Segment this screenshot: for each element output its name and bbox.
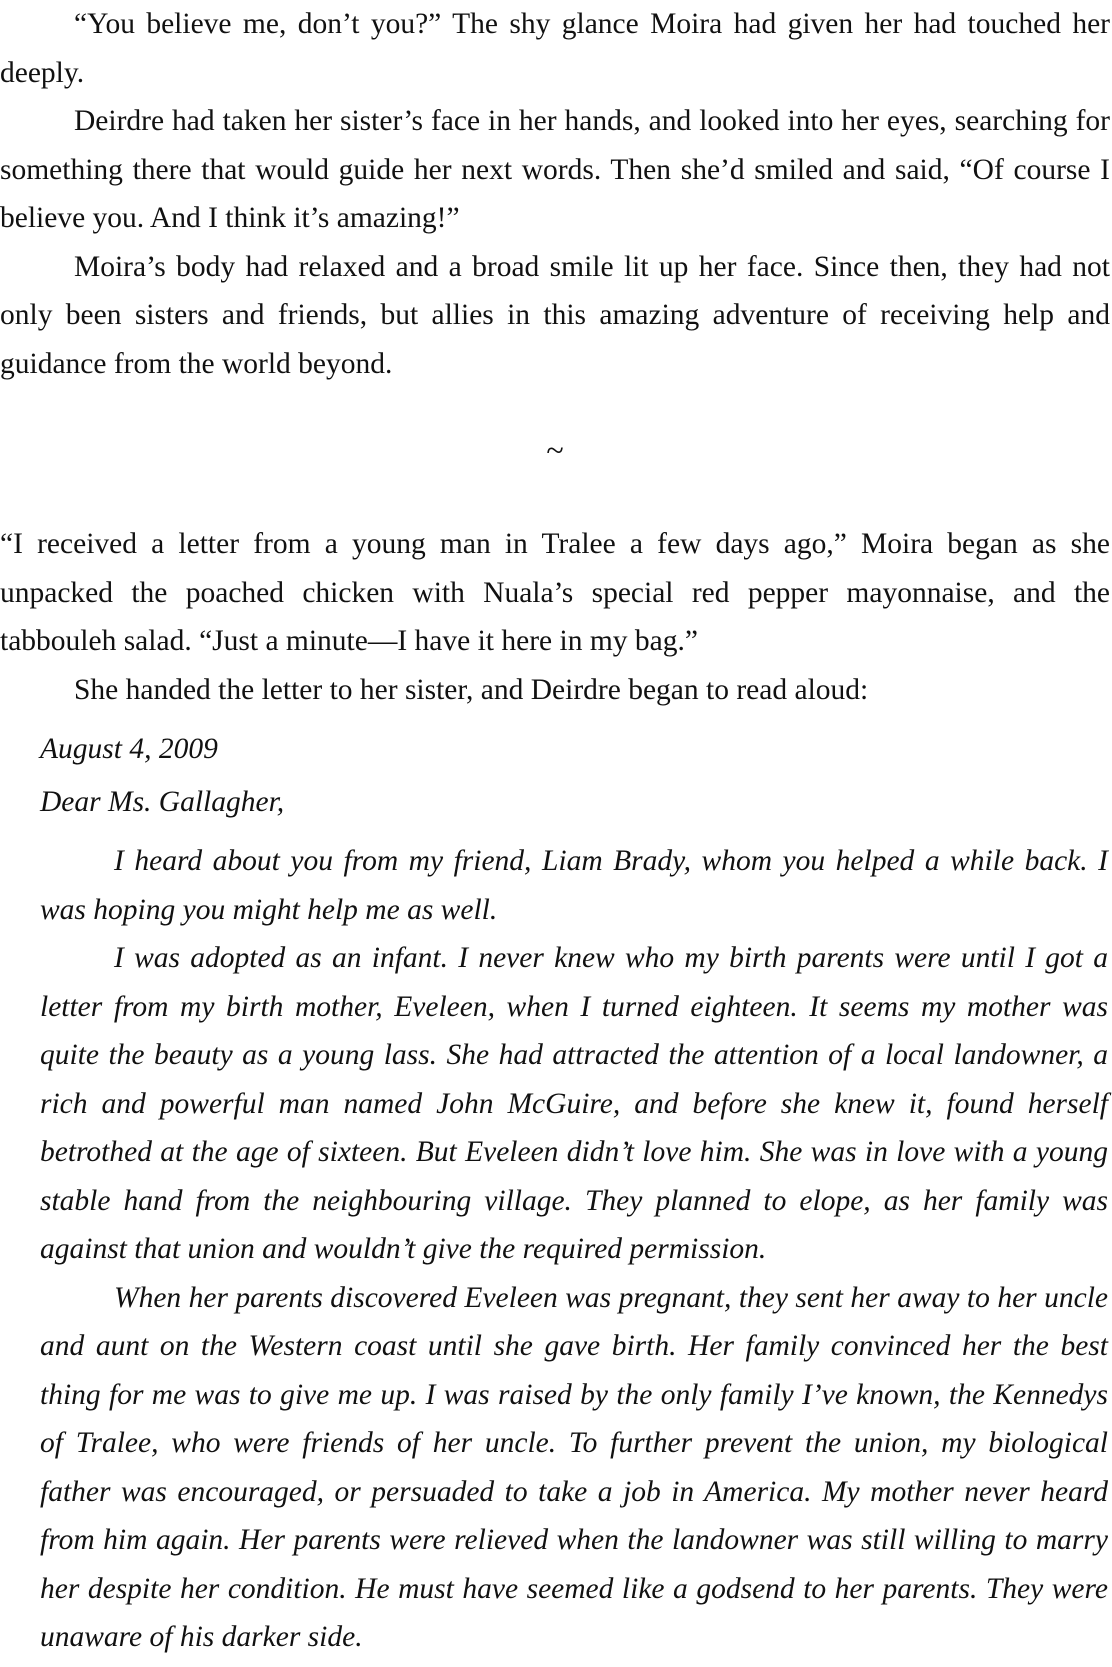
opening-section [0, 0, 1110, 388]
after-break-section [0, 520, 1110, 714]
letter-paragraph: I heard about you from my friend, Liam Brady, whom you helped a while back. I was hoping you might help me as well. [40, 845, 1108, 926]
letter-block [40, 724, 1108, 1662]
scene-break-tilde: ~ [546, 432, 564, 468]
letter-salutation: Dear Ms. Gallagher, [40, 786, 285, 818]
paragraph: Deirdre had taken her sister’s face in her hands, and looked into her eyes, searching for something there that would guide her next words. Then she’d smiled and said, “Of course I believe you. And I think it’s amazing!” [0, 105, 1110, 234]
paragraph: “You believe me, don’t you?” The shy glance Moira had given her had touched her deeply. [0, 8, 1110, 89]
paragraph: Moira’s body had relaxed and a broad smile lit up her face. Since then, they had not only been sisters and friends, but allies in this amazing adventure of receiving help and guidance from the world beyond. [0, 250, 1110, 380]
paragraph: “I received a letter from a young man in Tralee a few days ago,” Moira began as she unpacked the poached chicken with Nuala’s special red pepper mayonnaise, and the tabbouleh salad. “Just a minute—I have it here in my bag.” [0, 528, 1110, 657]
letter-date: August 4, 2009 [40, 733, 218, 765]
letter-paragraph: When her parents discovered Eveleen was pregnant, they sent her away to her uncle and aunt on the Western coast until she gave birth. Her family convinced her the best thing for me was to give me up. I was raised by the only family I’ve known, the Kennedys of Tralee, who were friends of her uncle. To further prevent the union, my biological father was encouraged, or persuaded to take a job in America. My mother never heard from him again. Her parents were relieved when the landowner was still willing to marry her despite her condition. He must have seemed like a godsend to her parents. They were unaware of his darker side. [40, 1281, 1108, 1653]
letter-paragraph: I was adopted as an infant. I never knew who my birth parents were until I got a letter from my birth mother, Eveleen, when I turned eighteen. It seems my mother was quite the beauty as a young lass. She had attracted the attention of a local landowner, a rich and powerful man named John McGuire, and before she knew it, found herself betrothed at the age of sixteen. But Eveleen didn’t love him. She was in love with a young stable hand from the neighbouring village. They planned to elope, as her family was against that union and wouldn’t give the required permission. [40, 942, 1108, 1265]
paragraph: She handed the letter to her sister, and Deirdre began to read aloud: [74, 673, 869, 706]
